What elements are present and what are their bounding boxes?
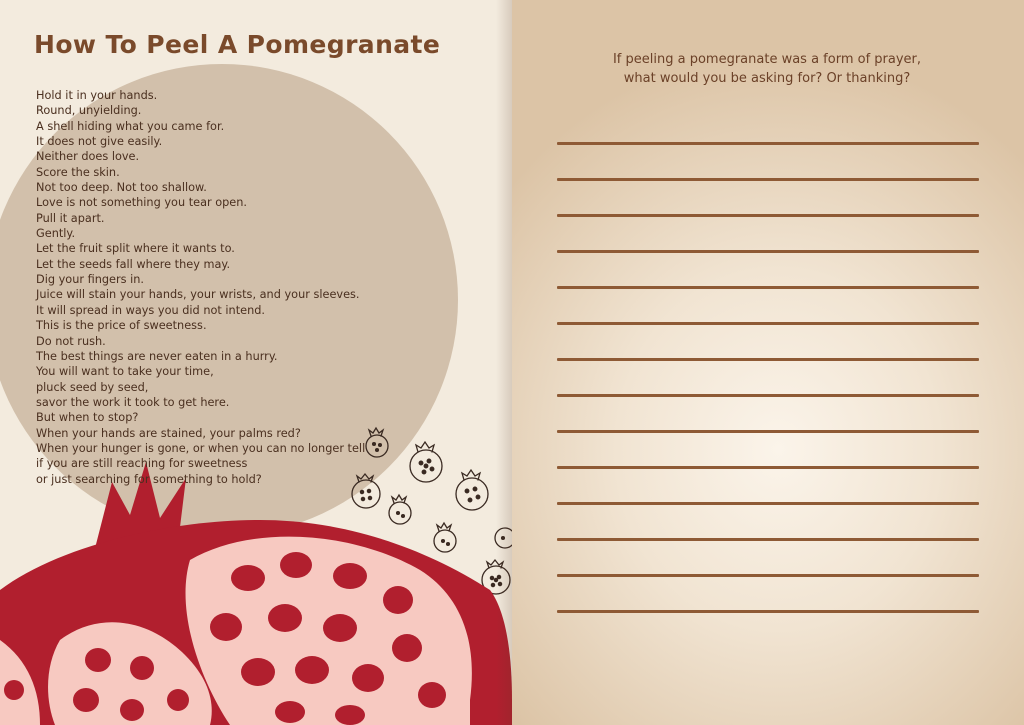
writing-line[interactable]: [557, 502, 979, 505]
poem-line: Score the skin.: [36, 165, 120, 179]
poem-line: pluck seed by seed,: [36, 380, 149, 394]
writing-line[interactable]: [557, 610, 979, 613]
writing-line[interactable]: [557, 286, 979, 289]
poem-line: Do not rush.: [36, 334, 106, 348]
poem-line: The best things are never eaten in a hurry.: [36, 349, 278, 363]
poem-line: When your hands are stained, your palms red?: [36, 426, 301, 440]
prompt-line: If peeling a pomegranate was a form of prayer,: [612, 52, 922, 67]
poem-line: if you are still reaching for sweetness: [36, 457, 248, 471]
writing-line[interactable]: [557, 430, 979, 433]
poem-line: Let the seeds fall where they may.: [36, 257, 231, 271]
poem-text: [36, 88, 436, 487]
writing-line[interactable]: [557, 394, 979, 397]
poem-line: Pull it apart.: [36, 211, 105, 225]
writing-line[interactable]: [557, 574, 979, 577]
poem-line: You will want to take your time,: [36, 365, 214, 379]
poem-line: Hold it in your hands.: [36, 89, 158, 102]
writing-line[interactable]: [557, 358, 979, 361]
poem-line: This is the price of sweetness.: [36, 319, 207, 333]
poem-line: It will spread in ways you did not intend.: [36, 303, 266, 317]
poem-line: But when to stop?: [36, 411, 139, 425]
poem-line: Dig your fingers in.: [36, 273, 144, 287]
writing-line[interactable]: [557, 214, 979, 217]
page-title: How To Peel A Pomegranate: [34, 30, 441, 59]
poem-line: or just searching for something to hold?: [36, 472, 262, 486]
poem-line: savor the work it took to get here.: [36, 395, 230, 409]
poem-line: A shell hiding what you came for.: [36, 119, 225, 133]
poem-line: Not too deep. Not too shallow.: [36, 181, 207, 195]
poem-line: Love is not something you tear open.: [36, 196, 248, 210]
writing-line[interactable]: [557, 142, 979, 145]
prompt-line: what would you be asking for? Or thanking?: [623, 71, 911, 86]
journal-prompt: [552, 50, 982, 88]
poem-line: It does not give easily.: [36, 135, 163, 149]
right-page: [512, 0, 1024, 725]
writing-line[interactable]: [557, 178, 979, 181]
poem-line: Juice will stain your hands, your wrists, and your sleeves.: [36, 288, 360, 302]
writing-line[interactable]: [557, 250, 979, 253]
poem-line: Round, unyielding.: [36, 104, 142, 118]
writing-line[interactable]: [557, 322, 979, 325]
poem-line: Let the fruit split where it wants to.: [36, 242, 235, 256]
poem-line: Neither does love.: [36, 150, 140, 164]
poem-line: When your hunger is gone, or when you can no longer tell: [36, 441, 366, 455]
writing-line[interactable]: [557, 466, 979, 469]
poem-line: Gently.: [36, 227, 76, 241]
writing-line[interactable]: [557, 538, 979, 541]
